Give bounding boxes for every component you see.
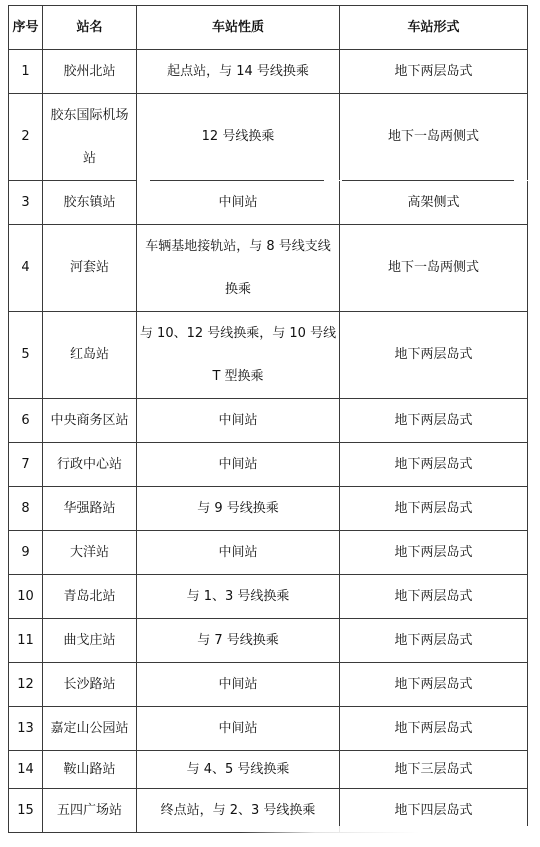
- cell-number: 15: [9, 789, 43, 833]
- cell-station-nature: 与 10、12 号线换乘，与 10 号线 T 型换乘: [137, 312, 340, 399]
- cell-number: 4: [9, 225, 43, 312]
- header-cell-station-form: 车站形式: [340, 6, 528, 50]
- cell-station-name: 红岛站: [43, 312, 137, 399]
- cell-number: 10: [9, 575, 43, 619]
- cell-station-form: 地下四层岛式: [340, 789, 528, 833]
- table-row: [9, 399, 528, 443]
- table-row: [9, 707, 528, 751]
- cell-station-form: 地下两层岛式: [340, 50, 528, 94]
- cell-number: 5: [9, 312, 43, 399]
- cell-station-nature: 车辆基地接轨站，与 8 号线支线换乘: [137, 225, 340, 312]
- table-header-row: [9, 6, 528, 50]
- cell-station-form: 地下两层岛式: [340, 707, 528, 751]
- cell-station-nature: 12 号线换乘: [137, 94, 340, 181]
- cell-number: 7: [9, 443, 43, 487]
- cell-station-nature: 终点站，与 2、3 号线换乘: [137, 789, 340, 833]
- cell-station-nature: 与 7 号线换乘: [137, 619, 340, 663]
- cell-station-name: 胶东镇站: [43, 181, 137, 225]
- cell-station-nature: 中间站: [137, 181, 340, 225]
- cell-number: 8: [9, 487, 43, 531]
- cell-station-form: 地下两层岛式: [340, 399, 528, 443]
- row-divider-nature: [150, 180, 324, 181]
- cell-station-nature: 中间站: [137, 531, 340, 575]
- cell-station-name: 曲戈庄站: [43, 619, 137, 663]
- table-row: [9, 751, 528, 789]
- cell-number: 12: [9, 663, 43, 707]
- cell-station-nature: 起点站，与 14 号线换乘: [137, 50, 340, 94]
- row-divider-form: [342, 180, 514, 181]
- cell-number: 6: [9, 399, 43, 443]
- cell-station-form: 地下两层岛式: [340, 663, 528, 707]
- cell-station-form: 地下两层岛式: [340, 619, 528, 663]
- table-row: [9, 181, 528, 225]
- table-row: [9, 575, 528, 619]
- cell-number: 11: [9, 619, 43, 663]
- cell-number: 13: [9, 707, 43, 751]
- cell-station-name: 五四广场站: [43, 789, 137, 833]
- table-row: [9, 789, 528, 833]
- cell-station-form: 地下一岛两侧式: [340, 94, 528, 181]
- cell-station-nature: 与 1、3 号线换乘: [137, 575, 340, 619]
- table-row: [9, 531, 528, 575]
- cell-station-nature: 中间站: [137, 443, 340, 487]
- table-row: [9, 487, 528, 531]
- cell-number: 1: [9, 50, 43, 94]
- cell-station-form: 地下三层岛式: [340, 751, 528, 789]
- table-row: [9, 50, 528, 94]
- header-cell-number: 序号: [9, 6, 43, 50]
- cell-station-name: 嘉定山公园站: [43, 707, 137, 751]
- cell-station-name: 中央商务区站: [43, 399, 137, 443]
- cell-station-nature: 与 9 号线换乘: [137, 487, 340, 531]
- cell-station-name: 大洋站: [43, 531, 137, 575]
- cell-station-nature: 与 4、5 号线换乘: [137, 751, 340, 789]
- cell-station-nature: 中间站: [137, 399, 340, 443]
- cell-station-name: 胶州北站: [43, 50, 137, 94]
- cell-number: 9: [9, 531, 43, 575]
- header-cell-station-nature: 车站性质: [137, 6, 340, 50]
- station-table: [8, 5, 528, 833]
- cell-number: 14: [9, 751, 43, 789]
- cell-station-name: 河套站: [43, 225, 137, 312]
- cell-station-name: 胶东国际机场站: [43, 94, 137, 181]
- table-row: [9, 663, 528, 707]
- cell-station-nature: 中间站: [137, 707, 340, 751]
- cell-station-form: 地下两层岛式: [340, 443, 528, 487]
- cell-station-name: 青岛北站: [43, 575, 137, 619]
- cell-station-form: 地下两层岛式: [340, 312, 528, 399]
- cell-station-name: 鞍山路站: [43, 751, 137, 789]
- cell-station-nature: 中间站: [137, 663, 340, 707]
- table-row: [9, 619, 528, 663]
- table-row: [9, 94, 528, 181]
- cell-station-form: 地下两层岛式: [340, 575, 528, 619]
- table-row: [9, 225, 528, 312]
- cell-number: 2: [9, 94, 43, 181]
- cell-number: 3: [9, 181, 43, 225]
- cell-station-form: 地下两层岛式: [340, 531, 528, 575]
- cell-station-form: 地下一岛两侧式: [340, 225, 528, 312]
- table-row: [9, 443, 528, 487]
- cell-station-name: 华强路站: [43, 487, 137, 531]
- header-cell-station-name: 站名: [43, 6, 137, 50]
- table-row: [9, 312, 528, 399]
- cell-station-name: 行政中心站: [43, 443, 137, 487]
- cell-station-form: 高架侧式: [340, 181, 528, 225]
- cell-station-name: 长沙路站: [43, 663, 137, 707]
- cell-station-form: 地下两层岛式: [340, 487, 528, 531]
